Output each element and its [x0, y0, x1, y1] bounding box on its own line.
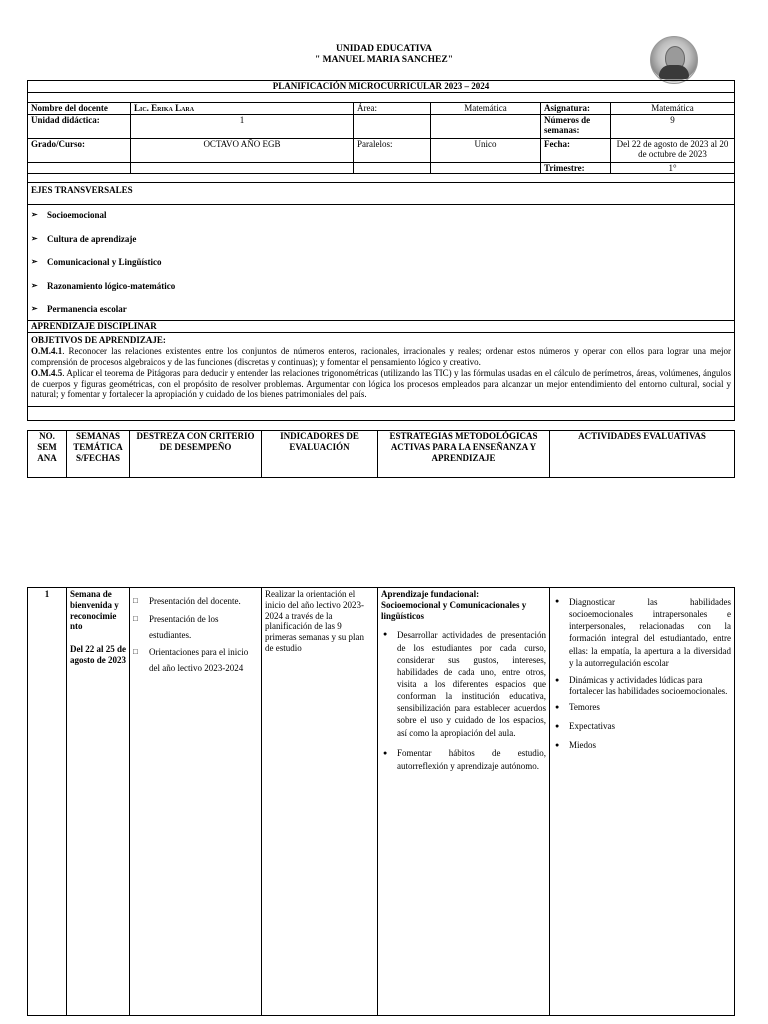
- trimestre-value: 1°: [611, 162, 735, 174]
- unidad-value: 1: [131, 114, 354, 138]
- eje-item: ➢ Cultura de aprendizaje: [31, 234, 731, 258]
- ejes-title: EJES TRANSVERSALES: [28, 183, 735, 205]
- objetivo-code: O.M.4.1: [31, 346, 63, 357]
- eje-item: ➢ Razonamiento lógico-matemático: [31, 281, 731, 305]
- semanas-value: 9: [611, 114, 735, 138]
- school-logo: [650, 36, 698, 84]
- col-destreza: DESTREZA CON CRITERIO DE DESEMPEÑO: [130, 431, 262, 478]
- estrategias-list: [381, 629, 546, 773]
- objetivo-code: O.M.4.5: [31, 367, 63, 378]
- fecha-label: Fecha:: [541, 138, 611, 162]
- school-name-quoted: " MANUEL MARIA SANCHEZ": [314, 55, 454, 65]
- semanas-label: Números de semanas:: [541, 114, 611, 138]
- estrategia-item: ● Desarrollar actividades de presentación de los estudiantes por cada curso, considerar sus gustos, intereses, habilidades de cada uno, entre otros, visita a los diferentes espacios que conforman la institución educativa, sensibilización para establecer acuerdos sobre el uso y cuidado de los espacios, así como la apropiación del aula.: [381, 629, 546, 738]
- indicador-text: Realizar la orientación el inicio del año lectivo 2023-2024 a través de la planificación de las 9 primeras semanas y su plan de estudio: [262, 588, 378, 1016]
- paralelos-value: Unico: [431, 138, 541, 162]
- estrategia-item: ● Fomentar hábitos de estudio, autorreflexión y aprendizaje autónomo.: [381, 747, 546, 774]
- eje-item: ➢ Socioemocional: [31, 210, 731, 234]
- trimestre-label: Trimestre:: [541, 162, 611, 174]
- week-table: [27, 587, 735, 1016]
- plan-title: PLANIFICACIÓN MICROCURRICULAR 2023 – 2024: [28, 81, 735, 93]
- destrezas-list: [133, 594, 258, 677]
- paralelos-label: Paralelos:: [354, 138, 431, 162]
- eje-item: ➢ Comunicacional y Lingüístico: [31, 257, 731, 281]
- week-number: 1: [28, 588, 67, 1016]
- grado-label: Grado/Curso:: [28, 138, 131, 162]
- asignatura-value: Matemática: [611, 102, 735, 114]
- unidad-label: Unidad didáctica:: [28, 114, 131, 138]
- estrategia-title: Aprendizaje fundacional:: [381, 589, 480, 599]
- col-actividades: ACTIVIDADES EVALUATIVAS: [550, 431, 735, 478]
- actividad-item: ● Diagnosticar las habilidades socioemocionales intrapersonales e interpersonales, relacionadas con la formación integral del estudiantado, entre ellas: la empatía, la apertura a la diversidad y la autorregulación escolar: [553, 596, 731, 669]
- actividad-item: ● Miedos: [553, 740, 731, 751]
- objetivo-text: . Aplicar el teorema de Pitágoras para deducir y entender las relaciones trigonométricas (utilizando las TIC) y las fórmulas usadas en el cálculo de perímetros, áreas, volúmenes, ángulos de cuerpos y figuras geométricas, con el propósito de resolver problemas. Argumentar con lógica los procesos empleados para alcanzar un mejor entendimiento del entorno cultural, social y natural; y fomentar y fortalecer la apropiación y cuidado de los bienes patrimoniales del país.: [31, 367, 732, 400]
- ejes-list: [31, 210, 731, 315]
- actividad-item: ● Expectativas: [553, 721, 731, 732]
- col-semanas: SEMANAS TEMÁTICA S/FECHAS: [67, 431, 130, 478]
- fecha-value: Del 22 de agosto de 2023 al 20 de octubre de 2023: [611, 138, 735, 162]
- asignatura-label: Asignatura:: [541, 102, 611, 114]
- area-label: Área:: [354, 102, 431, 114]
- docente-label: Nombre del docente: [28, 102, 131, 114]
- col-estrategias: ESTRATEGIAS METODOLÓGICAS ACTIVAS PARA LA ENSEÑANZA Y APRENDIZAJE: [378, 431, 550, 478]
- aprendizaje-title: APRENDIZAJE DISCIPLINAR: [28, 321, 735, 333]
- eje-item: ➢ Permanencia escolar: [31, 304, 731, 315]
- objetivo-text: . Reconocer las relaciones existentes entre los conjuntos de números enteros, racionales, irracionales y reales; ordenar estos números y operar con ellos para lograr una mejor comprensión de procesos algebraicos y de las funciones (discretas y continuas); y fomentar el pensamiento lógico y creativo.: [31, 346, 732, 367]
- planning-header-table: [27, 80, 735, 421]
- actividades-list: [553, 596, 731, 751]
- estrategia-subtitle: Socioemocional y Comunicacionales y lingüísticos: [381, 599, 527, 621]
- destreza-item: □ Presentación de los estudiantes.: [133, 612, 258, 644]
- grado-value: OCTAVO AÑO EGB: [131, 138, 354, 162]
- actividad-item: ● Temores: [553, 702, 731, 713]
- table-row: [28, 588, 735, 1016]
- column-header-table: [27, 430, 735, 478]
- destreza-item: □ Orientaciones para el inicio del año lectivo 2023-2024: [133, 645, 258, 677]
- docente-value: Lic. Erika Lara: [131, 102, 354, 114]
- school-name: UNIDAD EDUCATIVA: [336, 44, 432, 54]
- area-value: Matemática: [431, 102, 541, 114]
- week-dates: Del 22 al 25 de agosto de 2023: [70, 644, 126, 665]
- actividad-item: ● Dinámicas y actividades lúdicas para fortalecer las habilidades socioemocionales.: [553, 675, 731, 697]
- week-theme: Semana de bienvenida y reconocimie nto: [70, 589, 119, 632]
- destreza-item: □ Presentación del docente.: [133, 594, 258, 610]
- col-indicadores: INDICADORES DE EVALUACIÓN: [262, 431, 378, 478]
- col-no: NO. SEM ANA: [28, 431, 67, 478]
- objetivos-title: OBJETIVOS DE APRENDIZAJE:: [31, 335, 166, 346]
